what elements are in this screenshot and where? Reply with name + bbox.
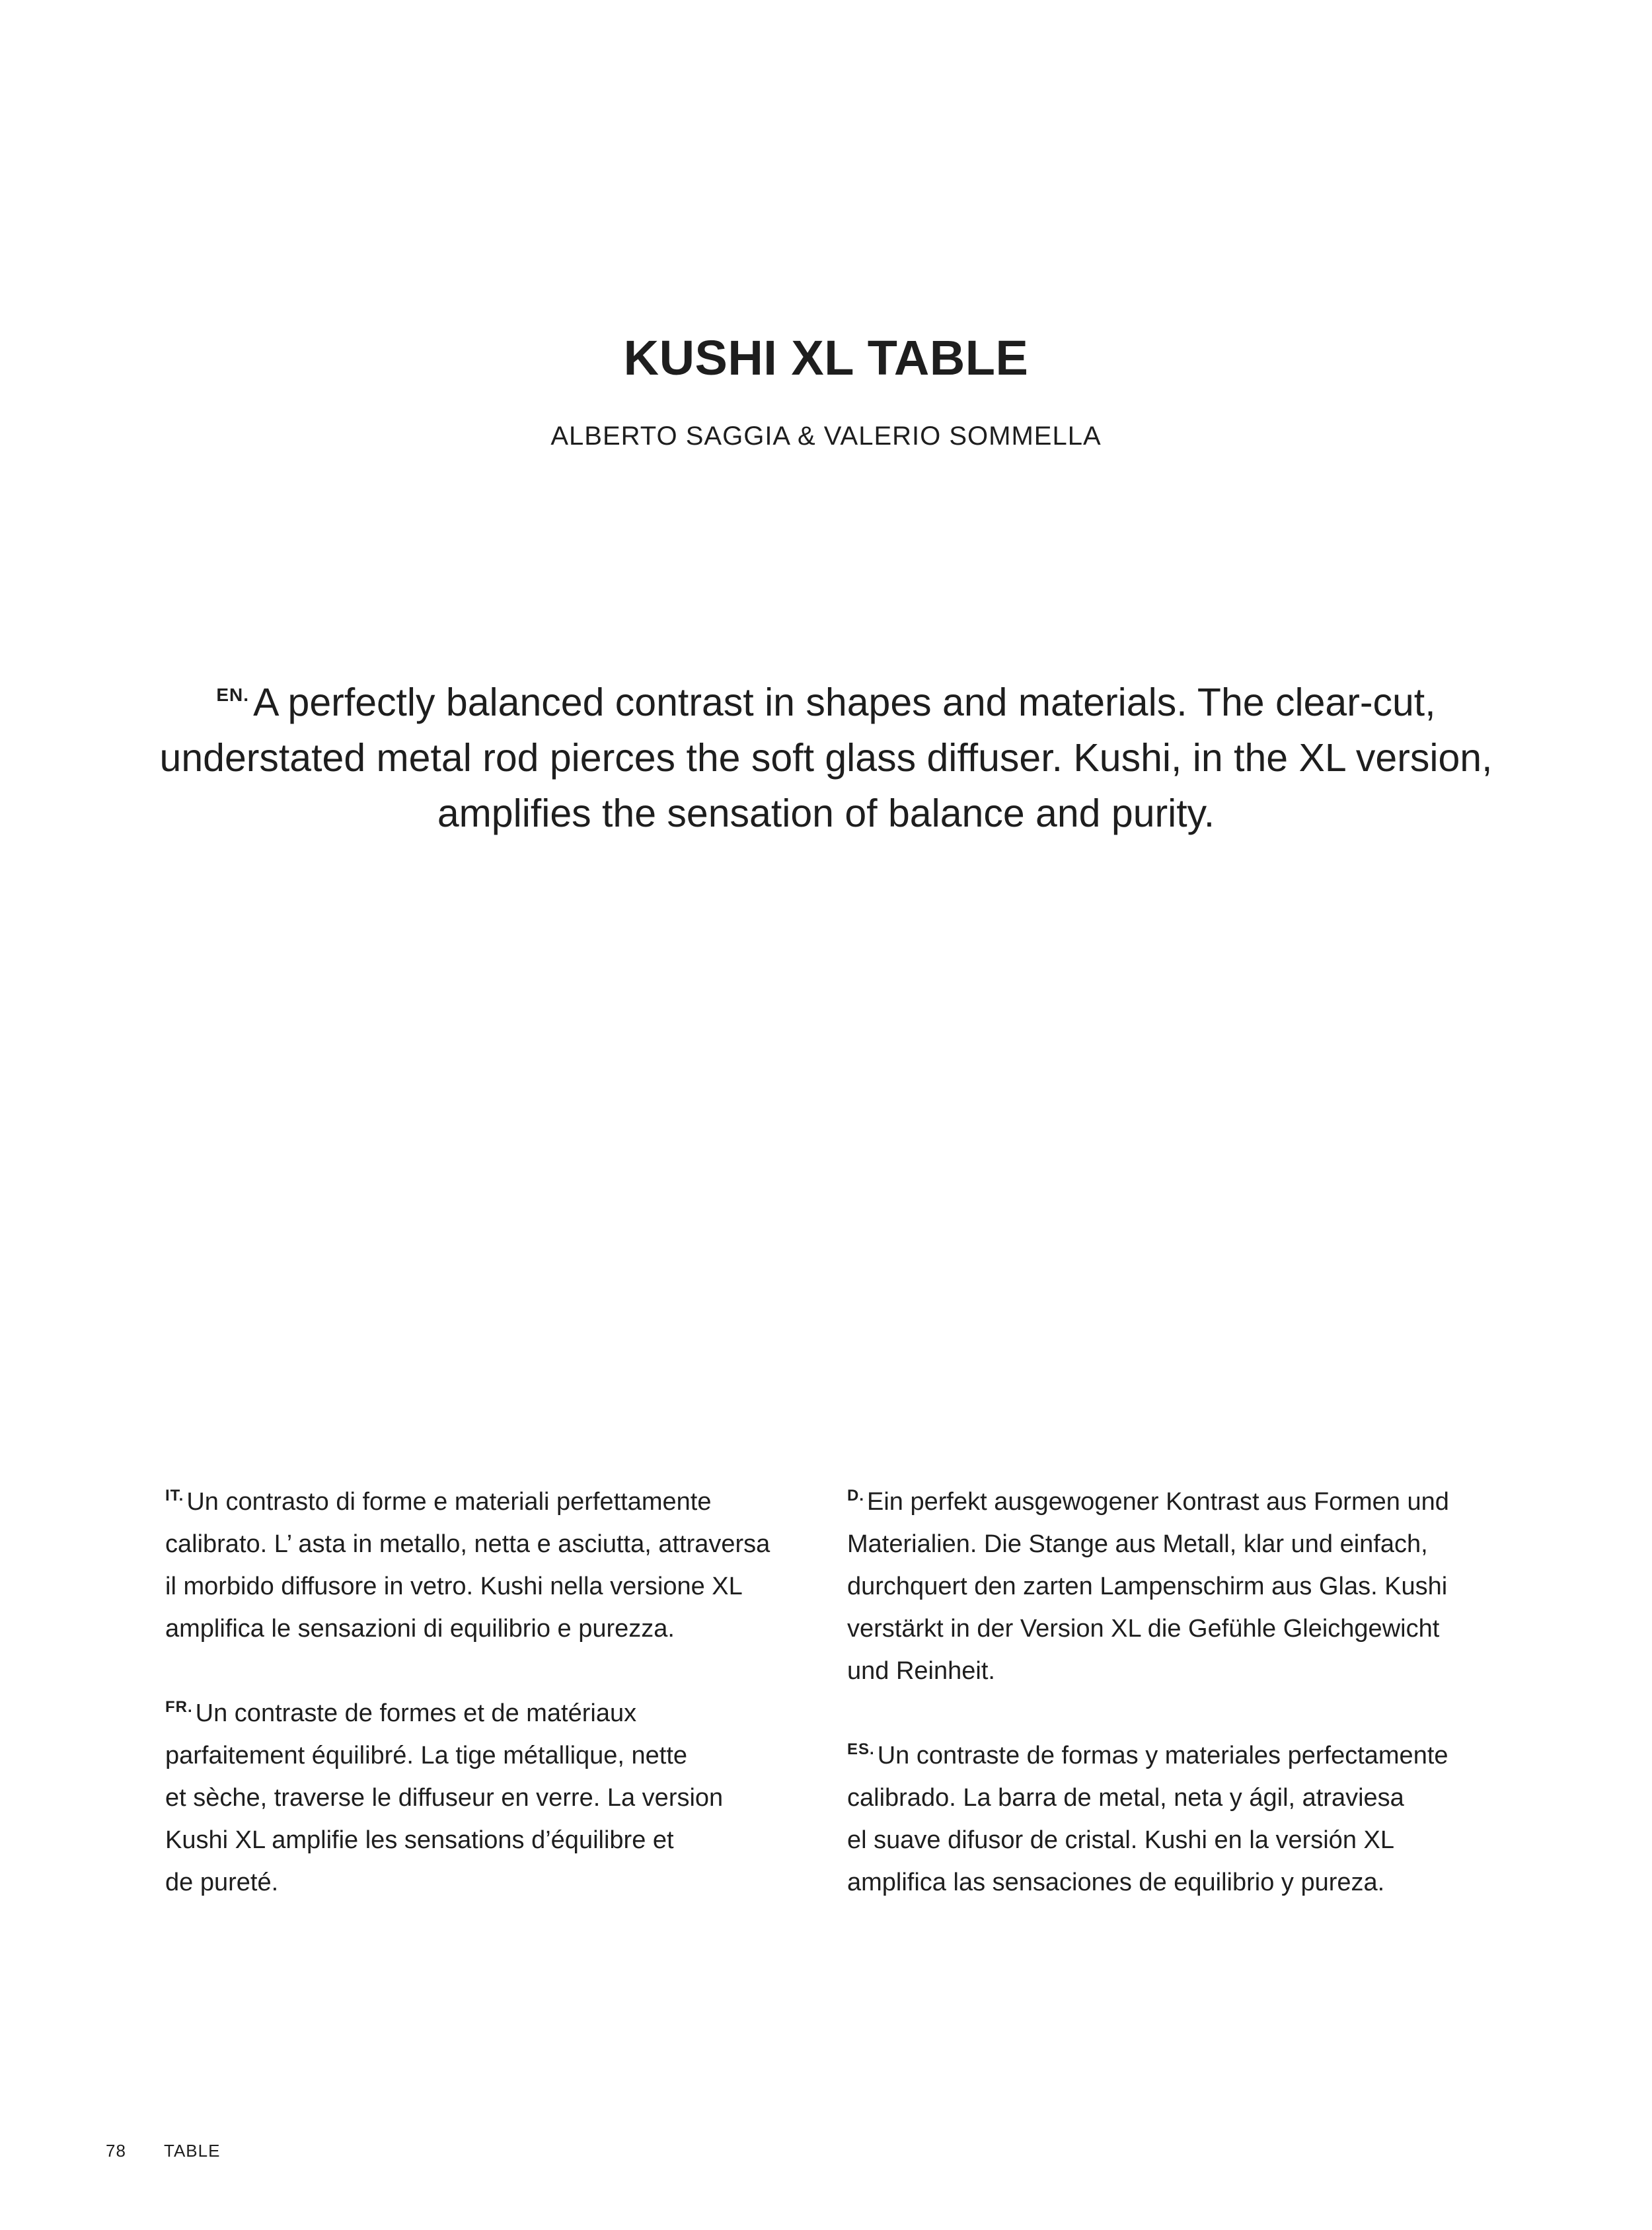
paragraph-line-text: Un contraste de formes et de matériaux	[195, 1699, 637, 1727]
lead-line	[132, 667, 1520, 730]
lead-line: amplifies the sensation of balance and purity.	[437, 792, 1215, 835]
lang-tag-fr: FR.	[165, 1698, 193, 1716]
paragraph-line: amplifica le sensazioni di equilibrio e purezza.	[165, 1615, 675, 1643]
paragraph-line: et sèche, traverse le diffuseur en verre. La version	[165, 1784, 724, 1812]
italian-paragraph	[165, 1475, 826, 1650]
lang-tag-en: EN.	[216, 685, 250, 705]
paragraph-line: Kushi XL amplifie les sensations d’équilibre et	[165, 1826, 674, 1854]
lang-tag-es: ES.	[847, 1740, 875, 1758]
spanish-paragraph	[847, 1728, 1508, 1904]
paragraph-line: calibrato. L’ asta in metallo, netta e asciutta, attraversa	[165, 1530, 770, 1558]
paragraph-line: parfaitement équilibré. La tige métallique, nette	[165, 1742, 688, 1769]
lang-tag-d: D.	[847, 1487, 864, 1505]
paragraph-line: Materialien. Die Stange aus Metall, klar und einfach,	[847, 1530, 1428, 1558]
paragraph-line: el suave difusor de cristal. Kushi en la versión XL	[847, 1826, 1394, 1854]
section-label: TABLE	[164, 2141, 221, 2161]
page-number: 78	[106, 2141, 126, 2161]
designers-credit: ALBERTO SAGGIA & VALERIO SOMMELLA	[550, 422, 1102, 451]
paragraph-line	[165, 1686, 826, 1734]
paragraph-line: verstärkt in der Version XL die Gefühle Gleichgewicht	[847, 1615, 1440, 1643]
paragraph-line: durchquert den zarten Lampenschirm aus Glas. Kushi	[847, 1573, 1448, 1600]
paragraph-line	[847, 1475, 1508, 1523]
german-paragraph	[847, 1475, 1508, 1692]
paragraph-line-text: Un contraste de formas y materiales perfectamente	[877, 1742, 1448, 1769]
paragraph-line-text: Ein perfekt ausgewogener Kontrast aus Formen und	[867, 1488, 1449, 1516]
paragraph-line	[847, 1728, 1508, 1777]
paragraph-line	[165, 1475, 826, 1523]
paragraph-line: und Reinheit.	[847, 1657, 995, 1685]
lead-line-text: A perfectly balanced contrast in shapes and materials. The clear-cut,	[253, 681, 1436, 724]
product-title: KUSHI XL TABLE	[623, 330, 1029, 385]
paragraph-line: de pureté.	[165, 1869, 279, 1896]
paragraph-line: calibrado. La barra de metal, neta y ágil, atraviesa	[847, 1784, 1404, 1812]
paragraph-line-text: Un contrasto di forme e materiali perfettamente	[186, 1488, 712, 1516]
english-lead-paragraph	[132, 667, 1520, 841]
french-paragraph	[165, 1686, 826, 1904]
lang-tag-it: IT.	[165, 1487, 184, 1505]
paragraph-line: il morbido diffusore in vetro. Kushi nella versione XL	[165, 1573, 743, 1600]
lead-line: understated metal rod pierces the soft glass diffuser. Kushi, in the XL version,	[159, 736, 1493, 780]
paragraph-line: amplifica las sensaciones de equilibrio y pureza.	[847, 1869, 1385, 1896]
